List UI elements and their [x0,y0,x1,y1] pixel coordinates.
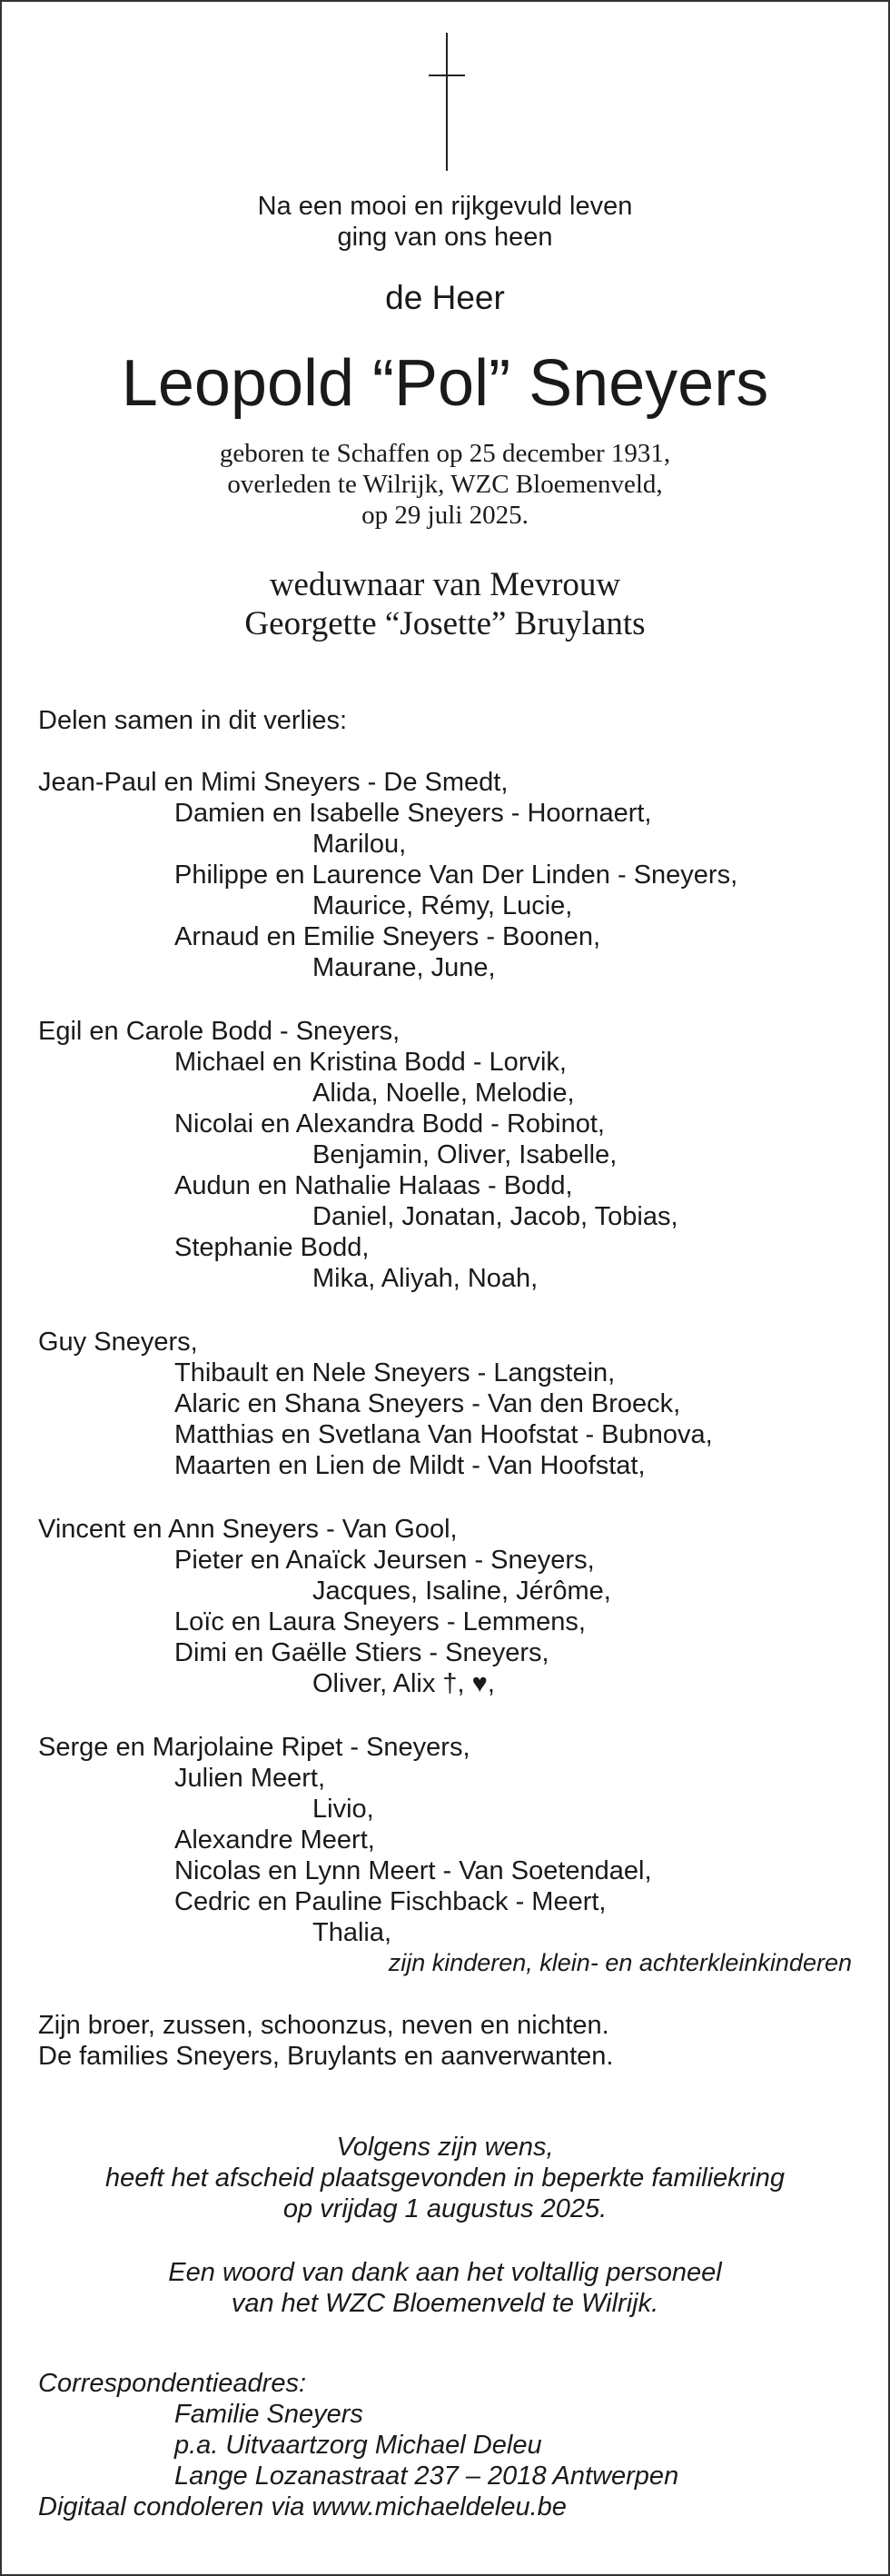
family-line: Stephanie Bodd, [174,1233,370,1262]
cross-icon [429,33,465,171]
family-line: Alaric en Shana Sneyers - Van den Broeck, [174,1389,681,1418]
family-line: Matthias en Svetlana Van Hoofstat - Bubnova, [174,1420,713,1449]
deceased-name: Leopold “Pol” Sneyers [121,347,769,420]
family-line: Benjamin, Oliver, Isabelle, [312,1140,618,1169]
family-line: Audun en Nathalie Halaas - Bodd, [174,1171,573,1200]
family-line: Alida, Noelle, Melodie, [312,1079,575,1108]
family-line: Pieter en Anaïck Jeursen - Sneyers, [174,1546,595,1575]
family-line: Arnaud en Emilie Sneyers - Boonen, [174,922,601,951]
honorific: de Heer [385,279,505,316]
family-line: Nicolas en Lynn Meert - Van Soetendael, [174,1856,652,1885]
intro-text: Na een mooi en rijkgevuld leven ging van ons heen [257,192,633,252]
family-line: Jacques, Isaline, Jérôme, [312,1576,611,1606]
correspondence-label: Correspondentieadres: [38,2369,307,2398]
family-line: Nicolai en Alexandra Bodd - Robinot, [174,1109,605,1139]
family-line: Alexandre Meert, [174,1825,375,1855]
birth-death-info: geboren te Schaffen op 25 december 1931, overleden te Wilrijk, WZC Bloemenveld, op 29 juli 2025. [219,439,671,530]
family-line: Mika, Aliyah, Noah, [312,1264,539,1293]
signature-line: zijn kinderen, klein- en achterkleinkinderen [388,1949,852,1976]
family-line: Maurane, June, [312,953,496,982]
thanks-note: Een woord van dank aan het voltallig personeel van het WZC Bloemenveld te Wilrijk. [168,2258,722,2318]
family-line: Maarten en Lien de Mildt - Van Hoofstat, [174,1451,646,1480]
family-line: Maurice, Rémy, Lucie, [312,891,573,920]
online-condolence: Digitaal condoleren via www.michaeldeleu.be [38,2492,567,2521]
family-line: Damien en Isabelle Sneyers - Hoornaert, [174,799,652,828]
family-line: Thibault en Nele Sneyers - Langstein, [174,1358,616,1387]
family-line: Livio, [312,1795,374,1824]
family-line: Michael en Kristina Bodd - Lorvik, [174,1048,567,1077]
family-line: Philippe en Laurence Van Der Linden - Sneyers, [174,860,738,890]
widower-of: weduwnaar van Mevrouw Georgette “Josette” Bruylants [244,566,646,642]
family-line: Loïc en Laura Sneyers - Lemmens, [174,1607,586,1636]
family-line: Marilou, [312,830,407,859]
correspondence-line: Familie Sneyers [174,2400,363,2429]
family-line: Jean-Paul en Mimi Sneyers - De Smedt, [38,768,509,797]
family-line: Egil en Carole Bodd - Sneyers, [38,1017,400,1046]
share-intro: Delen samen in dit verlies: [38,706,348,735]
funeral-wish: Volgens zijn wens, heeft het afscheid plaatsgevonden in beperkte familiekring op vrijdag 1 augustus 2025. [104,2133,786,2223]
family-line: Cedric en Pauline Fischback - Meert, [174,1887,607,1916]
family-line: Guy Sneyers, [38,1328,198,1357]
family-line: Vincent en Ann Sneyers - Van Gool, [38,1515,458,1544]
family-line: Serge en Marjolaine Ripet - Sneyers, [38,1733,470,1762]
correspondence-line: p.a. Uitvaartzorg Michael Deleu [174,2431,542,2460]
family-line: Thalia, [312,1918,392,1947]
family-line: Daniel, Jonatan, Jacob, Tobias, [312,1202,678,1231]
relatives-line: Zijn broer, zussen, schoonzus, neven en nichten. [38,2011,609,2040]
relatives-line: De families Sneyers, Bruylants en aanverwanten. [38,2042,614,2071]
family-line: Julien Meert, [174,1764,326,1793]
family-line: Oliver, Alix †, ♥, [312,1669,495,1698]
correspondence-line: Lange Lozanastraat 237 – 2018 Antwerpen [174,2462,679,2491]
family-line: Dimi en Gaëlle Stiers - Sneyers, [174,1638,549,1667]
